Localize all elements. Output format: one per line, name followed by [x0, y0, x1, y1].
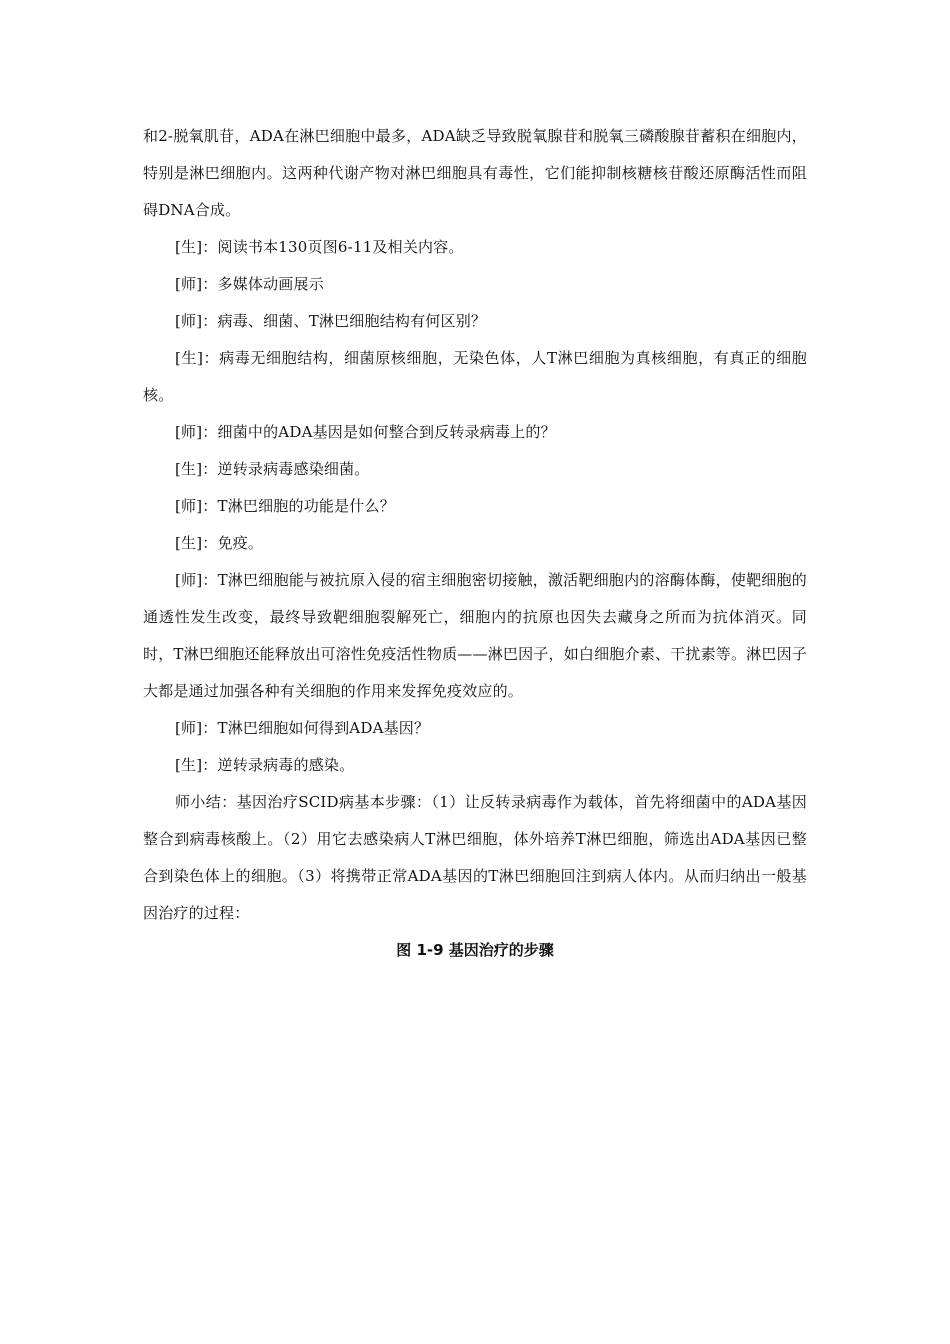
document-body: [143, 118, 807, 969]
paragraph-teacher-summary: 师小结：基因治疗SCID病基本步骤：（1）让反转录病毒作为载体，首先将细菌中的ADA基因整合到病毒核酸上。（2）用它去感染病人T淋巴细胞，体外培养T淋巴细胞，筛选出ADA基因已整合到染色体上的细胞。（3）将携带正常ADA基因的T淋巴细胞回注到病人体内。从而归纳出一般基因治疗的过程：: [143, 793, 807, 922]
paragraph-teacher-question-structure: [师]：病毒、细菌、T淋巴细胞结构有何区别？: [175, 312, 487, 330]
paragraph-student-answer-structure: [生]：病毒无细胞结构，细菌原核细胞，无染色体，人T淋巴细胞为真核细胞，有真正的细胞核。: [143, 349, 807, 404]
figure-caption: 图 1-9 基因治疗的步骤: [396, 941, 554, 959]
paragraph-student-reading: [生]：阅读书本130页图6-11及相关内容。: [175, 238, 464, 256]
paragraph-teacher-question-ada: [师]：细菌中的ADA基因是如何整合到反转录病毒上的？: [175, 423, 556, 441]
paragraph-teacher-multimedia: [师]：多媒体动画展示: [175, 275, 324, 293]
paragraph-student-answer-infection: [生]：逆转录病毒感染细菌。: [175, 460, 370, 478]
paragraph-teacher-question-function: [师]：T淋巴细胞的功能是什么？: [175, 497, 395, 515]
paragraph-teacher-explanation: [师]：T淋巴细胞能与被抗原入侵的宿主细胞密切接触，激活靶细胞内的溶酶体酶，使靶细胞的通透性发生改变，最终导致靶细胞裂解死亡，细胞内的抗原也因失去藏身之所而为抗体消灭。同时，T淋巴细胞还能释放出可溶性免疫活性物质——淋巴因子，如白细胞介素、干扰素等。淋巴因子大都是通过加强各种有关细胞的作用来发挥免疫效应的。: [143, 571, 807, 700]
paragraph-continuation: 和2-脱氧肌苷，ADA在淋巴细胞中最多，ADA缺乏导致脱氧腺苷和脱氧三磷酸腺苷蓄积在细胞内，特别是淋巴细胞内。这两种代谢产物对淋巴细胞具有毒性，它们能抑制核糖核苷酸还原酶活性而阻碍DNA合成。: [143, 127, 807, 219]
paragraph-student-answer-immunity: [生]：免疫。: [175, 534, 264, 552]
paragraph-student-answer-virus: [生]：逆转录病毒的感染。: [175, 756, 355, 774]
paragraph-teacher-question-gene: [师]：T淋巴细胞如何得到ADA基因？: [175, 719, 430, 737]
